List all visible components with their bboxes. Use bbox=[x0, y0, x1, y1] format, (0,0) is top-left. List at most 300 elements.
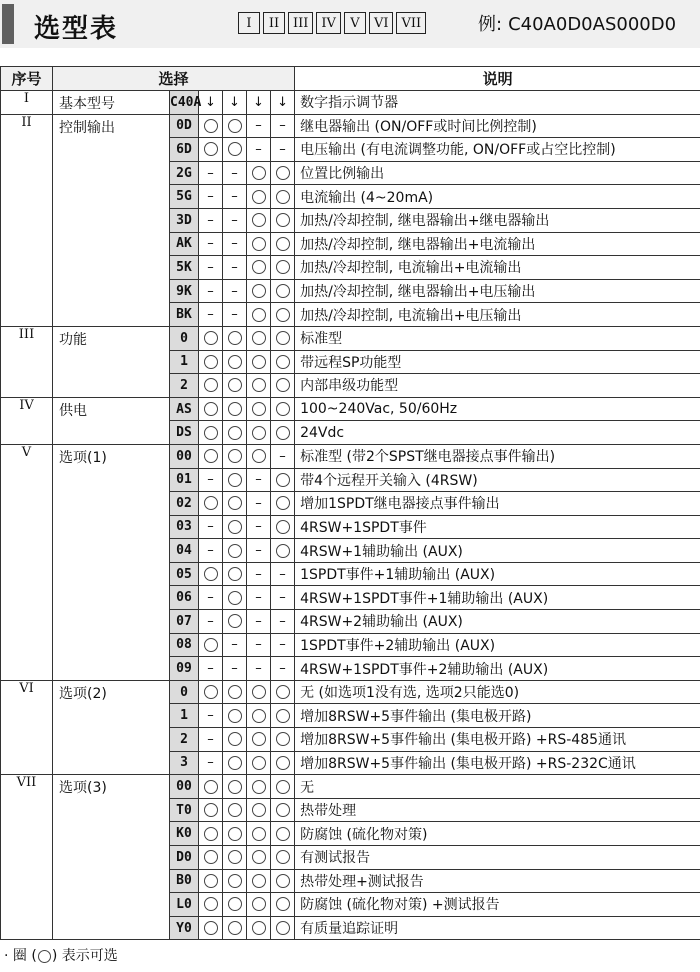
option-description: 增加8RSW+5事件输出 (集电极开路) bbox=[295, 704, 700, 728]
availability-cell bbox=[247, 798, 271, 822]
unavailable-cell bbox=[247, 633, 271, 657]
circle-icon bbox=[204, 331, 218, 345]
availability-cell bbox=[271, 515, 295, 539]
dash-icon: – bbox=[231, 283, 238, 299]
availability-cell bbox=[271, 279, 295, 303]
option-code: 5K bbox=[170, 256, 199, 280]
circle-icon bbox=[252, 260, 266, 274]
option-description: 4RSW+1辅助输出 (AUX) bbox=[295, 539, 700, 563]
availability-cell bbox=[271, 822, 295, 846]
circle-icon bbox=[276, 685, 290, 699]
availability-cell bbox=[223, 374, 247, 398]
availability-cell bbox=[199, 374, 223, 398]
example-code bbox=[478, 10, 682, 36]
availability-cell bbox=[223, 869, 247, 893]
option-description: 加热/冷却控制, 电流输出+电压输出 bbox=[295, 303, 700, 327]
circle-icon bbox=[252, 732, 266, 746]
circle-icon bbox=[204, 355, 218, 369]
option-code: 2G bbox=[170, 161, 199, 185]
option-description: 1SPDT事件+1辅助输出 (AUX) bbox=[295, 562, 700, 586]
availability-cell bbox=[271, 539, 295, 563]
availability-cell bbox=[223, 539, 247, 563]
option-description: 加热/冷却控制, 继电器输出+继电器输出 bbox=[295, 208, 700, 232]
roman-box: VI bbox=[369, 12, 394, 34]
circle-icon bbox=[228, 709, 242, 723]
unavailable-cell bbox=[247, 539, 271, 563]
circle-icon bbox=[276, 284, 290, 298]
option-description: 24Vdc bbox=[295, 421, 700, 445]
circle-icon bbox=[276, 827, 290, 841]
circle-icon bbox=[228, 544, 242, 558]
dash-icon: – bbox=[207, 519, 214, 535]
option-description: 无 bbox=[295, 775, 700, 799]
circle-icon bbox=[204, 426, 218, 440]
unavailable-cell bbox=[199, 232, 223, 256]
group-seq: VI bbox=[1, 680, 53, 774]
option-code: 1 bbox=[170, 704, 199, 728]
circle-icon bbox=[204, 449, 218, 463]
availability-cell bbox=[247, 704, 271, 728]
table-row bbox=[1, 326, 700, 350]
availability-cell bbox=[199, 869, 223, 893]
circle-icon bbox=[276, 709, 290, 723]
option-description: 加热/冷却控制, 电流输出+电流输出 bbox=[295, 256, 700, 280]
availability-cell bbox=[247, 916, 271, 940]
option-description: 4RSW+1SPDT事件+1辅助输出 (AUX) bbox=[295, 586, 700, 610]
circle-icon bbox=[276, 260, 290, 274]
availability-cell bbox=[223, 728, 247, 752]
option-code: 1 bbox=[170, 350, 199, 374]
option-code: AS bbox=[170, 397, 199, 421]
example-value: C40A0D0AS000D0 bbox=[508, 14, 677, 35]
availability-cell bbox=[223, 492, 247, 516]
unavailable-cell bbox=[247, 586, 271, 610]
circle-icon bbox=[38, 950, 51, 963]
availability-cell bbox=[223, 610, 247, 634]
availability-cell bbox=[199, 633, 223, 657]
down-arrow-icon: ↓ bbox=[205, 94, 216, 110]
circle-icon bbox=[252, 850, 266, 864]
circle-icon bbox=[276, 732, 290, 746]
circle-icon bbox=[228, 331, 242, 345]
dash-icon: – bbox=[231, 637, 238, 653]
availability-cell bbox=[271, 185, 295, 209]
dash-icon: – bbox=[255, 141, 262, 157]
down-arrow-icon: ↓ bbox=[229, 94, 240, 110]
roman-box: V bbox=[344, 12, 366, 34]
dash-icon: – bbox=[231, 165, 238, 181]
header-desc: 说明 bbox=[295, 67, 700, 91]
circle-icon bbox=[228, 473, 242, 487]
availability-cell bbox=[223, 846, 247, 870]
availability-cell bbox=[223, 586, 247, 610]
dash-icon: – bbox=[207, 755, 214, 771]
unavailable-cell bbox=[199, 586, 223, 610]
dash-icon: – bbox=[231, 661, 238, 677]
option-code: 01 bbox=[170, 468, 199, 492]
circle-icon bbox=[276, 308, 290, 322]
availability-cell bbox=[223, 916, 247, 940]
unavailable-cell bbox=[199, 657, 223, 681]
footnote bbox=[4, 945, 118, 965]
option-code: 0D bbox=[170, 114, 199, 138]
option-code: 00 bbox=[170, 775, 199, 799]
dash-icon: – bbox=[207, 165, 214, 181]
option-description: 4RSW+1SPDT事件+2辅助输出 (AUX) bbox=[295, 657, 700, 681]
availability-cell bbox=[223, 751, 247, 775]
availability-cell bbox=[199, 421, 223, 445]
circle-icon bbox=[228, 921, 242, 935]
availability-cell bbox=[223, 704, 247, 728]
unavailable-cell bbox=[199, 208, 223, 232]
table-row bbox=[1, 91, 700, 115]
unavailable-cell bbox=[247, 515, 271, 539]
footnote-prefix: · 圈 ( bbox=[4, 948, 37, 964]
availability-cell bbox=[199, 138, 223, 162]
option-description: 防腐蚀 (硫化物对策) +测试报告 bbox=[295, 893, 700, 917]
group-seq: V bbox=[1, 444, 53, 680]
option-code: T0 bbox=[170, 798, 199, 822]
availability-cell bbox=[223, 138, 247, 162]
footnote-suffix: ) 表示可选 bbox=[51, 948, 118, 964]
group-name: 选项(3) bbox=[53, 775, 170, 940]
dash-icon: – bbox=[279, 141, 286, 157]
circle-icon bbox=[204, 685, 218, 699]
circle-icon bbox=[276, 331, 290, 345]
circle-icon bbox=[228, 355, 242, 369]
dash-icon: – bbox=[231, 236, 238, 252]
dash-icon: – bbox=[231, 189, 238, 205]
dash-icon: – bbox=[255, 590, 262, 606]
availability-cell bbox=[271, 232, 295, 256]
dash-icon: – bbox=[279, 448, 286, 464]
circle-icon bbox=[228, 426, 242, 440]
availability-cell bbox=[247, 208, 271, 232]
unavailable-cell bbox=[271, 633, 295, 657]
circle-icon bbox=[228, 874, 242, 888]
unavailable-cell bbox=[271, 657, 295, 681]
circle-icon bbox=[228, 496, 242, 510]
dash-icon: – bbox=[207, 708, 214, 724]
option-description: 内部串级功能型 bbox=[295, 374, 700, 398]
circle-icon bbox=[252, 685, 266, 699]
dash-icon: – bbox=[231, 307, 238, 323]
availability-cell bbox=[271, 728, 295, 752]
circle-icon bbox=[252, 921, 266, 935]
dash-icon: – bbox=[207, 661, 214, 677]
circle-icon bbox=[228, 142, 242, 156]
option-description: 带远程SP功能型 bbox=[295, 350, 700, 374]
option-code: 05 bbox=[170, 562, 199, 586]
circle-icon bbox=[204, 378, 218, 392]
dash-icon: – bbox=[231, 259, 238, 275]
availability-cell bbox=[247, 869, 271, 893]
availability-cell bbox=[247, 846, 271, 870]
availability-cell bbox=[223, 468, 247, 492]
option-description: 位置比例输出 bbox=[295, 161, 700, 185]
circle-icon bbox=[228, 402, 242, 416]
circle-icon bbox=[252, 803, 266, 817]
option-code: 07 bbox=[170, 610, 199, 634]
circle-icon bbox=[204, 897, 218, 911]
option-code: 06 bbox=[170, 586, 199, 610]
option-code: 3D bbox=[170, 208, 199, 232]
availability-cell bbox=[247, 680, 271, 704]
unavailable-cell bbox=[247, 138, 271, 162]
circle-icon bbox=[228, 685, 242, 699]
availability-cell bbox=[271, 161, 295, 185]
circle-icon bbox=[204, 921, 218, 935]
availability-cell bbox=[223, 114, 247, 138]
unavailable-cell bbox=[199, 185, 223, 209]
option-code: DS bbox=[170, 421, 199, 445]
unavailable-cell bbox=[247, 492, 271, 516]
circle-icon bbox=[252, 874, 266, 888]
roman-box: II bbox=[263, 12, 285, 34]
roman-numeral-boxes bbox=[238, 12, 429, 34]
availability-cell bbox=[199, 822, 223, 846]
option-description: 数字指示调节器 bbox=[295, 91, 700, 115]
dash-icon: – bbox=[279, 590, 286, 606]
circle-icon bbox=[276, 756, 290, 770]
availability-cell bbox=[223, 822, 247, 846]
availability-cell bbox=[223, 397, 247, 421]
circle-icon bbox=[276, 874, 290, 888]
unavailable-cell bbox=[199, 161, 223, 185]
availability-cell bbox=[199, 492, 223, 516]
unavailable-cell bbox=[271, 114, 295, 138]
arrow-cell bbox=[199, 91, 223, 115]
availability-cell bbox=[247, 421, 271, 445]
option-description: 标准型 bbox=[295, 326, 700, 350]
unavailable-cell bbox=[247, 657, 271, 681]
unavailable-cell bbox=[223, 303, 247, 327]
header-seq: 序号 bbox=[1, 67, 53, 91]
circle-icon bbox=[228, 378, 242, 392]
availability-cell bbox=[271, 775, 295, 799]
option-code: 2 bbox=[170, 374, 199, 398]
option-code: D0 bbox=[170, 846, 199, 870]
option-description: 热带处理+测试报告 bbox=[295, 869, 700, 893]
roman-box: IV bbox=[316, 12, 341, 34]
option-description: 带4个远程开关输入 (4RSW) bbox=[295, 468, 700, 492]
circle-icon bbox=[228, 591, 242, 605]
option-code: 00 bbox=[170, 444, 199, 468]
unavailable-cell bbox=[199, 468, 223, 492]
availability-cell bbox=[271, 893, 295, 917]
title-bar bbox=[0, 0, 700, 48]
availability-cell bbox=[199, 846, 223, 870]
unavailable-cell bbox=[223, 208, 247, 232]
dash-icon: – bbox=[207, 283, 214, 299]
unavailable-cell bbox=[199, 303, 223, 327]
circle-icon bbox=[228, 732, 242, 746]
arrow-cell bbox=[271, 91, 295, 115]
example-label: 例: bbox=[478, 14, 503, 35]
availability-cell bbox=[247, 161, 271, 185]
circle-icon bbox=[276, 190, 290, 204]
option-code: 9K bbox=[170, 279, 199, 303]
circle-icon bbox=[252, 331, 266, 345]
availability-cell bbox=[247, 751, 271, 775]
circle-icon bbox=[276, 803, 290, 817]
circle-icon bbox=[204, 638, 218, 652]
availability-cell bbox=[247, 326, 271, 350]
availability-cell bbox=[271, 492, 295, 516]
circle-icon bbox=[204, 780, 218, 794]
option-code: 0 bbox=[170, 680, 199, 704]
availability-cell bbox=[223, 893, 247, 917]
option-code: 02 bbox=[170, 492, 199, 516]
option-code: AK bbox=[170, 232, 199, 256]
availability-cell bbox=[271, 326, 295, 350]
group-seq: IV bbox=[1, 397, 53, 444]
option-description: 增加8RSW+5事件输出 (集电极开路) +RS-485通讯 bbox=[295, 728, 700, 752]
title-accent-bar bbox=[2, 4, 14, 44]
availability-cell bbox=[199, 444, 223, 468]
availability-cell bbox=[223, 680, 247, 704]
availability-cell bbox=[271, 916, 295, 940]
availability-cell bbox=[199, 326, 223, 350]
availability-cell bbox=[199, 114, 223, 138]
option-description: 无 (如选项1没有选, 选项2只能选0) bbox=[295, 680, 700, 704]
circle-icon bbox=[204, 402, 218, 416]
option-description: 防腐蚀 (硫化物对策) bbox=[295, 822, 700, 846]
selection-table bbox=[0, 66, 700, 940]
availability-cell bbox=[199, 775, 223, 799]
roman-box: VII bbox=[396, 12, 426, 34]
circle-icon bbox=[228, 850, 242, 864]
option-code: 03 bbox=[170, 515, 199, 539]
availability-cell bbox=[223, 515, 247, 539]
dash-icon: – bbox=[207, 590, 214, 606]
option-description: 增加1SPDT继电器接点事件输出 bbox=[295, 492, 700, 516]
unavailable-cell bbox=[271, 586, 295, 610]
availability-cell bbox=[223, 421, 247, 445]
unavailable-cell bbox=[271, 562, 295, 586]
unavailable-cell bbox=[199, 704, 223, 728]
option-code: 5G bbox=[170, 185, 199, 209]
option-description: 增加8RSW+5事件输出 (集电极开路) +RS-232C通讯 bbox=[295, 751, 700, 775]
option-code: K0 bbox=[170, 822, 199, 846]
circle-icon bbox=[276, 378, 290, 392]
circle-icon bbox=[252, 166, 266, 180]
availability-cell bbox=[271, 208, 295, 232]
circle-icon bbox=[276, 544, 290, 558]
dash-icon: – bbox=[255, 566, 262, 582]
circle-icon bbox=[252, 213, 266, 227]
unavailable-cell bbox=[247, 114, 271, 138]
circle-icon bbox=[276, 496, 290, 510]
circle-icon bbox=[228, 449, 242, 463]
circle-icon bbox=[252, 709, 266, 723]
circle-icon bbox=[276, 402, 290, 416]
availability-cell bbox=[271, 680, 295, 704]
unavailable-cell bbox=[223, 185, 247, 209]
option-code: 08 bbox=[170, 633, 199, 657]
circle-icon bbox=[252, 897, 266, 911]
roman-box: III bbox=[288, 12, 313, 34]
availability-cell bbox=[247, 775, 271, 799]
group-name: 供电 bbox=[53, 397, 170, 444]
unavailable-cell bbox=[199, 539, 223, 563]
circle-icon bbox=[276, 213, 290, 227]
unavailable-cell bbox=[223, 633, 247, 657]
roman-box: I bbox=[238, 12, 260, 34]
dash-icon: – bbox=[207, 731, 214, 747]
dash-icon: – bbox=[255, 661, 262, 677]
circle-icon bbox=[276, 780, 290, 794]
circle-icon bbox=[276, 166, 290, 180]
dash-icon: – bbox=[255, 495, 262, 511]
dash-icon: – bbox=[207, 189, 214, 205]
group-seq: III bbox=[1, 326, 53, 397]
circle-icon bbox=[204, 827, 218, 841]
availability-cell bbox=[271, 374, 295, 398]
dash-icon: – bbox=[207, 212, 214, 228]
option-code: L0 bbox=[170, 893, 199, 917]
dash-icon: – bbox=[279, 566, 286, 582]
unavailable-cell bbox=[247, 468, 271, 492]
group-seq: II bbox=[1, 114, 53, 326]
availability-cell bbox=[199, 562, 223, 586]
unavailable-cell bbox=[223, 279, 247, 303]
option-code: 0 bbox=[170, 326, 199, 350]
unavailable-cell bbox=[247, 610, 271, 634]
page-title: 选型表 bbox=[34, 14, 119, 44]
unavailable-cell bbox=[199, 279, 223, 303]
circle-icon bbox=[228, 827, 242, 841]
availability-cell bbox=[271, 303, 295, 327]
unavailable-cell bbox=[223, 232, 247, 256]
availability-cell bbox=[247, 303, 271, 327]
arrow-cell bbox=[247, 91, 271, 115]
circle-icon bbox=[276, 897, 290, 911]
circle-icon bbox=[252, 449, 266, 463]
unavailable-cell bbox=[199, 256, 223, 280]
circle-icon bbox=[204, 874, 218, 888]
circle-icon bbox=[228, 803, 242, 817]
circle-icon bbox=[204, 142, 218, 156]
circle-icon bbox=[276, 426, 290, 440]
dash-icon: – bbox=[207, 236, 214, 252]
dash-icon: – bbox=[279, 613, 286, 629]
availability-cell bbox=[271, 350, 295, 374]
unavailable-cell bbox=[199, 751, 223, 775]
option-code: 3 bbox=[170, 751, 199, 775]
circle-icon bbox=[252, 827, 266, 841]
option-description: 有质量追踪证明 bbox=[295, 916, 700, 940]
availability-cell bbox=[199, 798, 223, 822]
option-description: 加热/冷却控制, 继电器输出+电流输出 bbox=[295, 232, 700, 256]
dash-icon: – bbox=[255, 613, 262, 629]
dash-icon: – bbox=[279, 661, 286, 677]
unavailable-cell bbox=[271, 138, 295, 162]
availability-cell bbox=[223, 350, 247, 374]
table-header-row bbox=[1, 67, 700, 91]
availability-cell bbox=[271, 468, 295, 492]
availability-cell bbox=[271, 869, 295, 893]
availability-cell bbox=[247, 350, 271, 374]
circle-icon bbox=[276, 355, 290, 369]
circle-icon bbox=[276, 850, 290, 864]
group-name: 选项(2) bbox=[53, 680, 170, 774]
option-description: 加热/冷却控制, 继电器输出+电压输出 bbox=[295, 279, 700, 303]
dash-icon: – bbox=[255, 543, 262, 559]
header-select: 选择 bbox=[53, 67, 295, 91]
dash-icon: – bbox=[255, 519, 262, 535]
circle-icon bbox=[228, 520, 242, 534]
